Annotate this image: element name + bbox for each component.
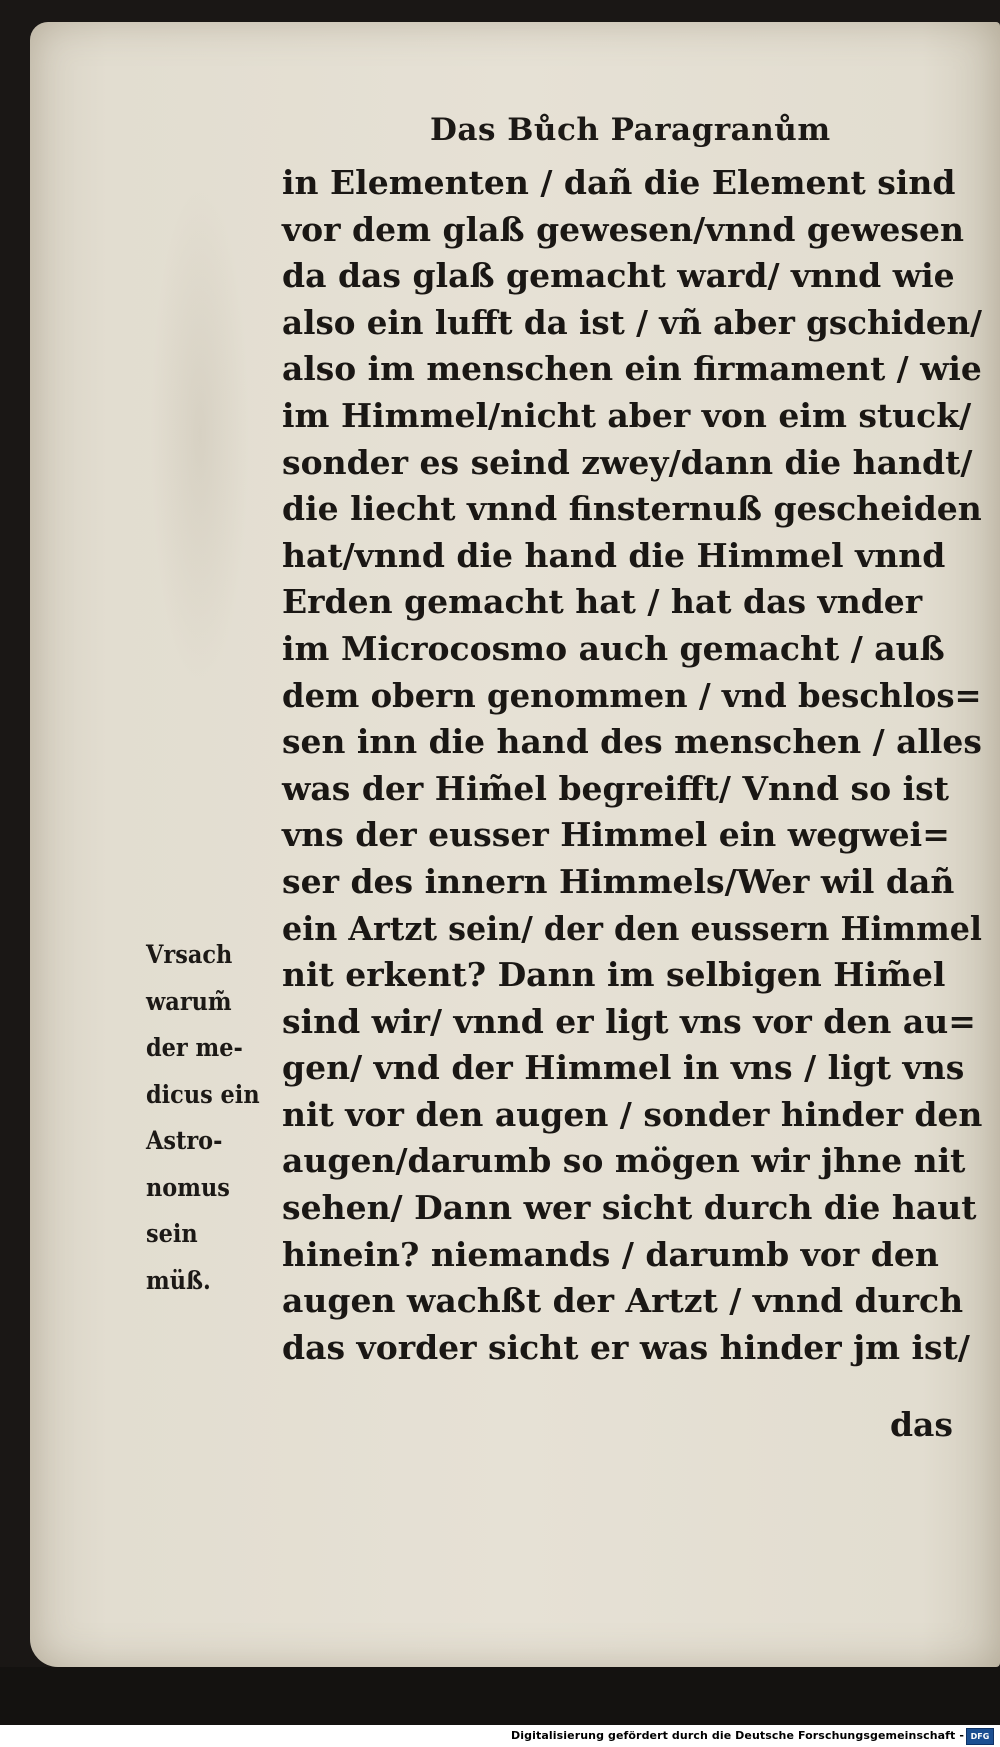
text-line: augen wachßt der Artzt / vnnd durch (282, 1281, 964, 1321)
text-line: da das glaß gemacht ward/ vnnd wie (282, 256, 955, 296)
margin-note (146, 932, 291, 1304)
text-line: sehen/ Dann wer sicht durch die haut (282, 1188, 977, 1228)
text-line: die liecht vnnd finsternuß gescheiden (282, 489, 982, 529)
text-line: also ein lufft da ist / vñ aber gschiden/ (282, 302, 983, 342)
text-line: vns der eusser Himmel ein wegwei= (282, 815, 950, 855)
text-line: gen/ vnd der Himmel in vns / ligt vns (282, 1048, 965, 1088)
text-line: dem obern genommen / vnd beschlos= (282, 675, 982, 715)
text-line: in Elementen / dañ die Element sind (282, 163, 956, 202)
text-line: augen/darumb so mögen wir jhne nit (282, 1141, 966, 1181)
text-line: sonder es seind zwey/dann die handt/ (282, 442, 973, 482)
text-line: sen inn die hand des menschen / alles (282, 722, 982, 762)
margin-note-line: Vrsach (146, 940, 233, 969)
text-line: sind wir/ vnnd er ligt vns vor den au= (282, 1001, 976, 1041)
footer-bar (0, 1725, 1000, 1747)
margin-note-line: sein (146, 1219, 198, 1248)
margin-note-line: der me- (146, 1033, 243, 1062)
text-line: das vorder sicht er was hinder jm ist/ (282, 1327, 970, 1367)
catchword: das (889, 1405, 953, 1444)
text-line: im Microcosmo auch gemacht / auß (282, 628, 945, 668)
margin-note-line: müß. (146, 1265, 211, 1295)
margin-note-line: warum̃ (146, 986, 232, 1016)
scan-bottom-edge (0, 1667, 1000, 1725)
margin-note-line: dicus ein (146, 1079, 260, 1109)
text-line: im Himmel/nicht aber von eim stuck/ (282, 395, 972, 435)
text-line: ein Artzt sein/ der den eussern Himmel (282, 908, 982, 948)
dfg-logo: DFG (966, 1728, 994, 1745)
text-line: nit vor den augen / sonder hinder den (282, 1094, 983, 1134)
text-line: also im menschen ein firmament / wie (282, 349, 982, 389)
text-line: Erden gemacht hat / hat das vnder (282, 582, 923, 622)
margin-note-line: nomus (146, 1172, 230, 1202)
text-line: ser des innern Himmels/Wer wil dañ (282, 861, 955, 901)
margin-note-line: Astro- (146, 1126, 223, 1155)
text-line: hat/vnnd die hand die Himmel vnnd (282, 535, 946, 575)
text-line: vor dem glaß gewesen/vnnd gewesen (282, 209, 964, 249)
text-line: nit erkent? Dann im selbigen Him̃el (282, 955, 946, 995)
body-text (282, 160, 982, 1371)
running-head: Das Bůch Paragranům (430, 112, 831, 148)
text-line: was der Him̃el begreifft/ Vnnd so ist (282, 768, 949, 808)
funding-notice: Digitalisierung gefördert durch die Deutsche Forschungsgemeinschaft - (511, 1729, 964, 1742)
text-line: hinein? niemands / darumb vor den (282, 1234, 939, 1274)
ink-bleed-through (150, 185, 250, 685)
